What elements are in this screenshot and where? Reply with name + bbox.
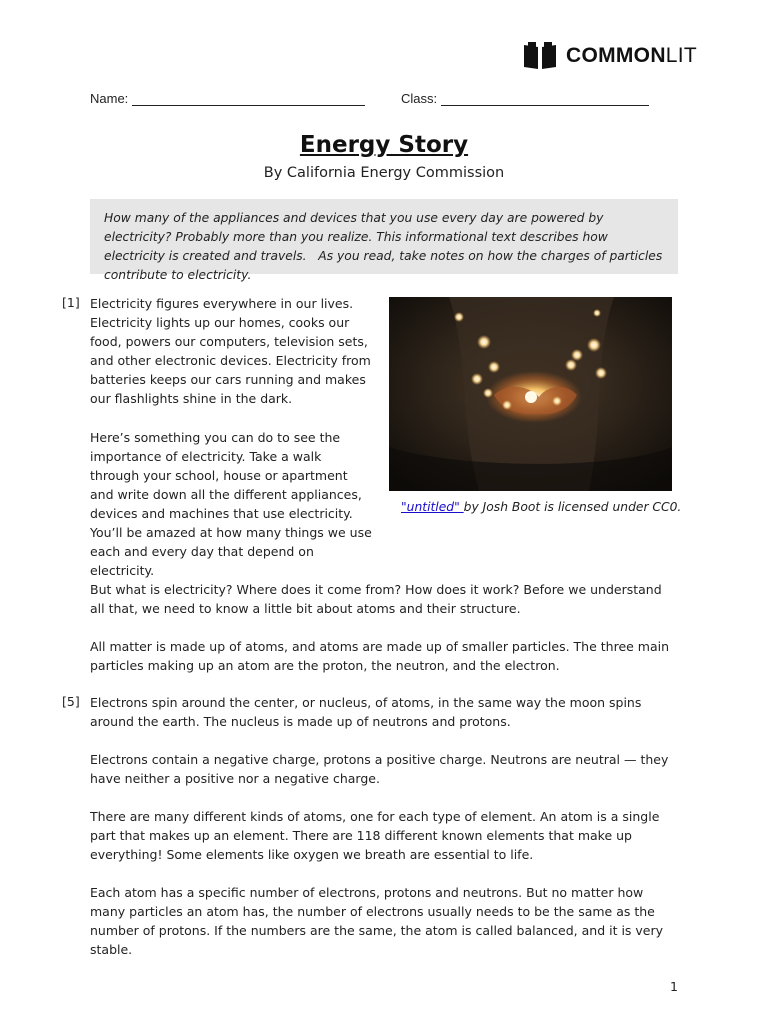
class-line[interactable] <box>441 92 649 106</box>
paragraph: All matter is made up of atoms, and atoms are made up of smaller particles. The three main particles making up an atom are the proton, the neutron, and the electron. <box>90 639 670 673</box>
paragraph: Electrons contain a negative charge, protons a positive charge. Neutrons are neutral — they have neither a positive nor a negative charge. <box>90 752 669 786</box>
image-attribution: by Josh Boot is licensed under CC0. <box>463 500 682 514</box>
paragraph: There are many different kinds of atoms, one for each type of element. An atom is a single part that makes up an element. There are 118 different known elements that make up everything! Some elements like oxygen we breath are essential to life. <box>90 809 660 862</box>
paragraph: Electrons spin around the center, or nucleus, of atoms, in the same way the moon spins around the earth. The nucleus is made up of neutrons and protons. <box>90 695 642 729</box>
paragraph: Here’s something you can do to see the importance of electricity. Take a walk through your school, house or apartment and write down all the different appliances, devices and machines that use electricity. You’ll be amazed at how many things we use each and every day that depend on electricity. <box>90 430 372 578</box>
article-photo <box>389 297 672 491</box>
paragraph: But what is electricity? Where does it come from? How does it work? Before we understand all that, we need to know a little bit about atoms and their structure. <box>90 582 662 616</box>
byline: By California Energy Commission <box>263 165 505 181</box>
name-field[interactable] <box>90 91 365 106</box>
name-line[interactable] <box>132 92 365 106</box>
paragraph: Electricity figures everywhere in our lives. Electricity lights up our homes, cooks our food, powers our computers, television sets, and other electronic devices. Electricity from batteries keeps our cars running and makes our flashlights shine in the dark. <box>90 296 371 406</box>
hands-holding-lights-image <box>389 297 672 491</box>
class-field[interactable] <box>401 91 649 106</box>
logo-text: COMMONLIT <box>566 44 698 67</box>
paragraph-number: [5] <box>62 694 80 709</box>
page-number: 1 <box>670 979 678 994</box>
name-label: Name: <box>90 91 129 106</box>
paragraph-number: [1] <box>62 295 80 310</box>
open-book-icon <box>522 41 558 71</box>
image-caption <box>401 500 681 514</box>
image-link[interactable]: "untitled" <box>401 500 464 514</box>
paragraph: Each atom has a specific number of electrons, protons and neutrons. But no matter how many particles an atom has, the number of electrons usually needs to be the same as the number of protons. If the numbers are the same, the atom is called balanced, and it is very stable. <box>90 885 664 957</box>
class-label: Class: <box>401 91 438 106</box>
intro-box <box>90 199 678 282</box>
commonlit-logo <box>522 41 697 71</box>
page-title: Energy Story <box>299 132 469 158</box>
intro-text: How many of the appliances and devices that you use every day are powered by electricity? Probably more than you realize. This informational text describes how electricity is created and travels. As you read, take notes on how the charges of particles contribute to electricity. <box>104 211 667 282</box>
